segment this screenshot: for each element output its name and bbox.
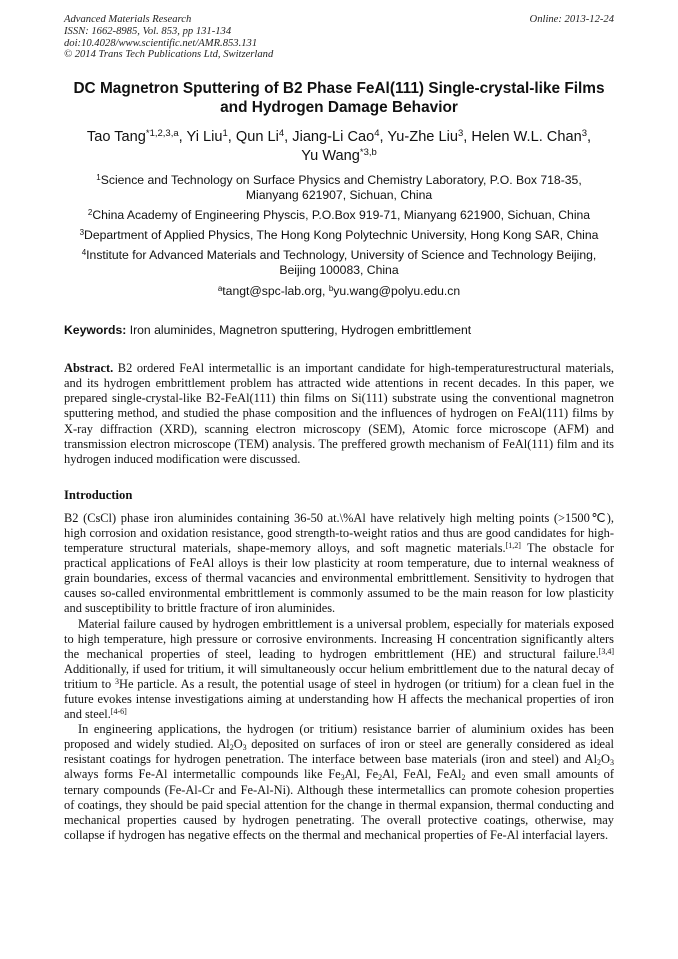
affiliation (64, 208, 614, 223)
subscript: 2 (378, 773, 383, 783)
author-name: Jiang-Li Cao (292, 129, 375, 146)
keywords-text: Iron aluminides, Magnetron sputtering, Hydrogen embrittlement (126, 323, 472, 338)
subscript: 2 (461, 773, 466, 783)
journal-name: Advanced Materials Research (64, 14, 192, 25)
author-affiliation-marks: *1,2,3,a (145, 128, 179, 140)
paragraph-text: The obstacle for practical applications of FeAl alloys is their low plasticity at room temperature, due to internal weakness of grain boundaries, excess of thermal vacancies and environmental embrittlement. Sensitivity to hydrogen that causes so-called environmental embrittlement is commonly assumed to be the main reason for low plasticity and susceptibility to brittle fracture of iron aluminides. (64, 541, 614, 616)
author-name: Helen W.L. Chan (471, 129, 582, 146)
author-name: Yu Wang (301, 148, 360, 165)
section-heading-introduction: Introduction (64, 487, 133, 502)
paragraph-text: Al, Fe (344, 767, 379, 782)
journal-issn: ISSN: 1662-8985, Vol. 853, pp 131-134 (64, 25, 232, 37)
author-affiliation-marks: 4 (374, 128, 380, 140)
paragraph-text: deposited on surfaces of iron or steel are generally considered as ideal resistant coatings for hydrogen penetration. The interface between base materials (iron and steel) and Al (64, 737, 614, 767)
citation[interactable]: [1,2] (505, 541, 521, 551)
author-affiliation-marks: 4 (278, 128, 285, 140)
paragraph-text: and even small amounts of ternary compounds (Fe-Al-Cr and Fe-Al-Ni). Although these intermetallics can promote cohesion properties of coatings, they should be paid special attention for the change in thermal expansion, thermal conducting and mechanical properties caused by hydrogen penetrating. The overall protective coatings, otherwise, may collapse if hydrogen has negative effects on the thermal and mechanical properties of Fe-Al interfacial layers. (64, 767, 614, 842)
paper-title (64, 79, 614, 117)
abstract-text: B2 ordered FeAl intermetallic is an important candidate for high-temperaturestructural materials, and its hydrogen embrittlement problem has attracted wide attentions in recent decades. In this paper, we prepared single-crystal-like B2-FeAl(111) thin films on Si(111) substrate using the conventional magnetron sputtering method, and studied the phase composition and the influences of hydrogen on FeAl(111) films by X-ray diffraction (XRD), scanning electron microscopy (SEM), Atomic force microscope (AFM) and transmission electron microscope (TEM) analysis. The preffered growth mechanism of FeAl(111) film and its hydrogen induced modification were discussed. (64, 361, 614, 466)
affiliation-line: China Academy of Engineering Physcis, P.O.Box 919-71, Mianyang 621900, Sichuan, China (92, 208, 591, 223)
author-affiliation-marks: 3 (457, 128, 464, 140)
subscript: 2 (597, 758, 602, 768)
paragraph (64, 511, 614, 617)
affiliation-line: Department of Applied Physics, The Hong Kong Polytechnic University, Hong Kong SAR, China (84, 228, 599, 243)
paragraph-text: Additionally, if used for tritium, it will simultaneously occur helium embrittlement due to the natural decay of tritium to (64, 661, 614, 691)
affiliation-number: 2 (87, 208, 93, 218)
paragraph-text: B2 (CsCl) phase iron aluminides containing 36-50 at.\%Al have relatively high melting points (>1500℃), high corrosion and oxidation resistance, good strength-to-weight ratios and thus are good candidates for high-temperature structural materials, shape-memory alloys, and soft magnetic materials. (64, 510, 614, 556)
citation[interactable]: [4-6] (110, 707, 127, 717)
author-list: Tao Tang$^{*1,2,3,a}$, Yi Liu$^1$, Qun Li$^4$, Jiang-Li Cao$^4$, Yu-Zhe Liu$^3$, Helen W.L. Chan$^3$, Yu Wang$^{*3,b}$ (86, 128, 592, 165)
email-mark: a (217, 284, 223, 294)
paragraph-text: always forms Fe-Al intermetallic compounds like Fe (64, 767, 341, 782)
author-affiliation-marks: 1 (222, 128, 228, 140)
affiliation-line: Institute for Advanced Materials and Technology, University of Science and Technology Beijing, (86, 248, 597, 263)
affiliation-number: 1 (96, 173, 101, 183)
author-name: Yi Liu (186, 129, 223, 146)
author-affiliation-marks: 3 (581, 128, 587, 140)
online-date: Online: 2013-12-24 (529, 14, 614, 25)
keywords (64, 323, 614, 338)
affiliation (64, 173, 614, 203)
author-affiliation-marks: *3,b (359, 147, 377, 159)
author-name: Qun Li (235, 129, 279, 146)
journal-doi: doi:10.4028/www.scientific.net/AMR.853.131 (64, 37, 258, 49)
journal-copyright: © 2014 Trans Tech Publications Ltd, Switzerland (64, 49, 274, 61)
subscript: 3 (340, 773, 345, 783)
paragraph-text: He particle. As a result, the potential usage of steel in hydrogen (or tritium) for a clean fuel in the future evokes intense investigations aiming at understanding how H affects the mechanical properties of iron and steel. (64, 676, 614, 722)
subscript: 3 (242, 743, 247, 753)
citation[interactable]: [3,4] (598, 646, 614, 656)
paragraph-text: O (601, 752, 610, 767)
paragraph-text: In engineering applications, the hydrogen (or tritium) resistance barrier of aluminium oxides has been proposed and widely studied. Al (64, 722, 614, 752)
affiliation-line: Beijing 100083, China (279, 263, 399, 278)
affiliation (64, 228, 614, 243)
abstract-label: Abstract. (64, 361, 114, 376)
paragraph (64, 617, 614, 723)
affiliation-number: 3 (79, 228, 85, 238)
journal-header (64, 14, 614, 61)
paragraph-text: O (233, 737, 243, 752)
author-name: Yu-Zhe Liu (387, 129, 458, 146)
paragraph-text: Al, FeAl, FeAl (382, 767, 462, 782)
affiliation-number: 4 (81, 248, 87, 258)
affiliation-line: Science and Technology on Surface Physics and Chemistry Laboratory, P.O. Box 718-35, (100, 173, 582, 188)
title-line-2: and Hydrogen Damage Behavior (220, 99, 458, 117)
email-link[interactable]: yu.wang@polyu.edu.cn (333, 284, 461, 299)
subscript: 3 (610, 758, 614, 768)
affiliation-line: Mianyang 621907, Sichuan, China (245, 188, 433, 203)
paragraph (64, 722, 614, 843)
email-addresses (64, 284, 614, 299)
email-mark: b (328, 284, 334, 294)
title-line-1: DC Magnetron Sputtering of B2 Phase FeAl(111) Single-crystal-like Films (73, 80, 605, 98)
subscript: 2 (229, 743, 234, 753)
keywords-label: Keywords: (64, 323, 127, 338)
paragraph-text: Material failure caused by hydrogen embrittlement is a universal problem, especially for materials exposed to high temperature, high pressure or corrosive environments. Increasing H concentration significantly alters the mechanical properties of steel, leading to hydrogen embrittlement (HE) and structural failure. (64, 616, 614, 661)
isotope-mass-number: 3 (115, 676, 119, 686)
affiliation (64, 248, 614, 278)
author-name: Tao Tang (86, 129, 146, 146)
abstract (64, 361, 614, 467)
email-link[interactable]: tangt@spc-lab.org, (222, 284, 329, 299)
